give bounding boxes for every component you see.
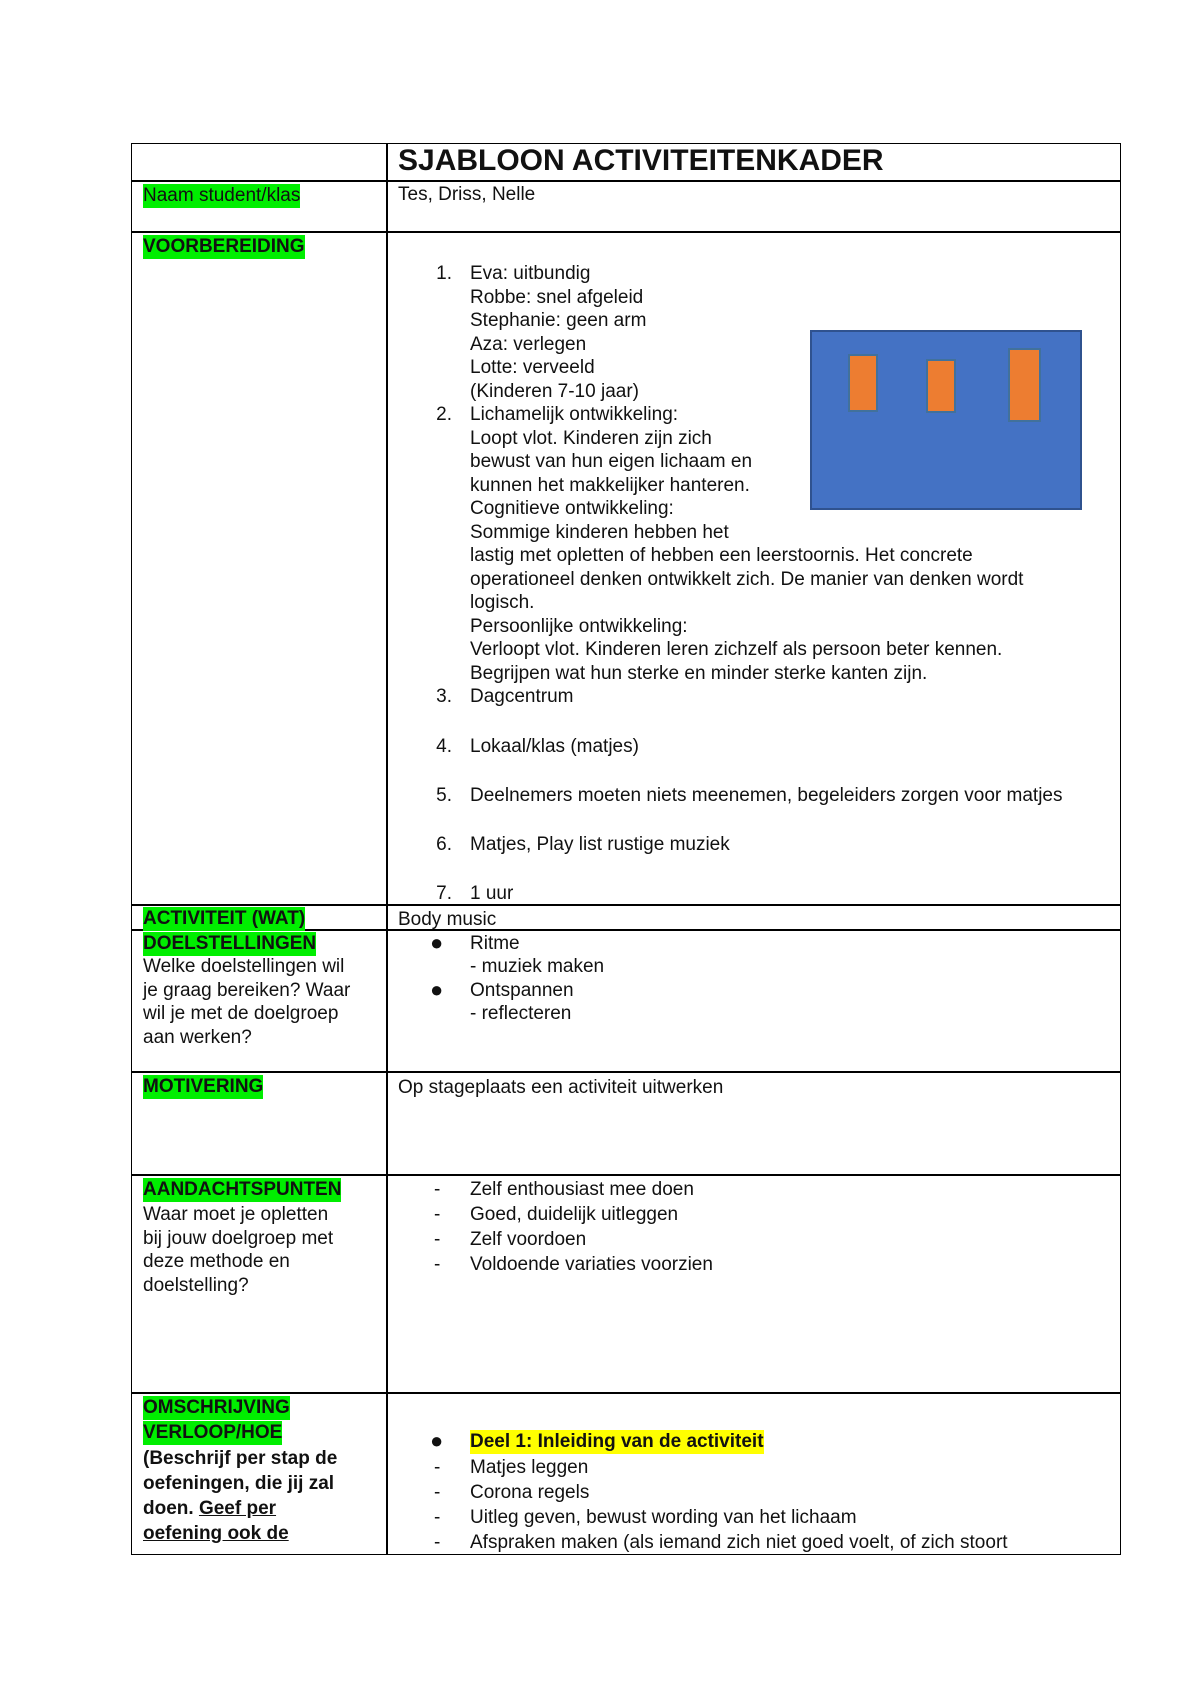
list-item: Matjes, Play list rustige muziek <box>470 834 730 855</box>
bullet-icon: ● <box>430 930 444 955</box>
drawing-block <box>1008 348 1041 422</box>
list-item: Dagcentrum <box>470 686 574 707</box>
row-divider <box>131 1071 1121 1073</box>
page-title: SJABLOON ACTIVITEITENKADER <box>398 144 884 177</box>
column-divider <box>386 143 388 1555</box>
motivering-value: Op stageplaats een activiteit uitwerken <box>398 1077 724 1098</box>
list-item: Voldoende variaties voorzien <box>470 1254 713 1275</box>
list-item: Uitleg geven, bewust wording van het lichaam <box>470 1507 857 1528</box>
list-number: 6. <box>436 834 452 855</box>
omschrijving-label: OMSCHRIJVING <box>143 1397 290 1418</box>
list-item: Afspraken maken (als iemand zich niet goed voelt, of zich stoort <box>470 1532 1008 1553</box>
goal-sub: - muziek maken <box>470 956 605 977</box>
row-divider <box>131 1174 1121 1176</box>
list-item: Lokaal/klas (matjes) <box>470 736 639 757</box>
list-item: Deelnemers moeten niets meenemen, begeleiders zorgen voor matjes <box>470 785 1063 806</box>
drawing-block <box>848 354 878 412</box>
goal-title: Ontspannen <box>470 980 574 1001</box>
list-number: 2. <box>436 404 452 425</box>
list-item: Zelf enthousiast mee doen <box>470 1179 694 1200</box>
naam-value: Tes, Driss, Nelle <box>398 184 536 205</box>
aandachtspunten-label: AANDACHTSPUNTEN <box>143 1179 342 1200</box>
row-divider <box>131 180 1121 182</box>
classroom-drawing <box>810 330 1082 510</box>
activiteit-value: Body music <box>398 909 497 930</box>
row-divider <box>131 231 1121 233</box>
voorbereiding-label: VOORBEREIDING <box>143 236 305 257</box>
row-divider <box>131 1392 1121 1394</box>
omschrijving-desc: doen. Geef per <box>143 1498 277 1519</box>
drawing-block <box>926 359 956 413</box>
list-item: Zelf voordoen <box>470 1229 587 1250</box>
list-number: 7. <box>436 883 452 904</box>
list-number: 1. <box>436 263 452 284</box>
omschrijving-desc: oefeningen, die jij zal <box>143 1473 335 1494</box>
list-item: 1 uur <box>470 883 514 904</box>
doelstellingen-label: DOELSTELLINGEN <box>143 933 317 954</box>
omschrijving-desc: (Beschrijf per stap de <box>143 1448 338 1469</box>
list-item: Corona regels <box>470 1482 590 1503</box>
row-divider <box>131 904 1121 906</box>
list-number: 5. <box>436 785 452 806</box>
omschrijving-desc: oefening ook de <box>143 1523 289 1544</box>
bullet-icon: ● <box>430 1428 444 1453</box>
doelstellingen-question: Welke doelstellingen wil je graag bereiken? Waar wil je met de doelgroep aan werken? <box>143 956 351 1048</box>
goal-title: Ritme <box>470 933 520 954</box>
aandachtspunten-question: Waar moet je opletten bij jouw doelgroep met deze methode en doelstelling? <box>143 1204 334 1296</box>
activiteit-label: ACTIVITEIT (WAT) <box>143 908 306 929</box>
omschrijving-label: VERLOOP/HOE <box>143 1422 283 1443</box>
list-number: 4. <box>436 736 452 757</box>
bullet-icon: ● <box>430 977 444 1002</box>
list-item: Goed, duidelijk uitleggen <box>470 1204 679 1225</box>
list-number: 3. <box>436 686 452 707</box>
deel-heading: Deel 1: Inleiding van de activiteit <box>470 1431 764 1452</box>
list-item: Eva: uitbundig Robbe: snel afgeleid Stephanie: geen arm Aza: verlegen Lotte: verveeld (Kinderen 7-10 jaar) <box>470 263 647 402</box>
list-item: Matjes leggen <box>470 1457 589 1478</box>
naam-label: Naam student/klas <box>143 185 301 206</box>
list-item: Lichamelijk ontwikkeling: Loopt vlot. Kinderen zijn zich bewust van hun eigen lichaam en kunnen het makkelijker hanteren. Cognitieve ontwikkeling: Sommige kinderen hebben het lastig met opletten of hebben een leerstoornis. Het concrete operationeel denken ontwikkelt zich. De manier van denken wordt logisch. Persoonlijke ontwikkeling: Verloopt vlot. Kinderen leren zichzelf als persoon beter kennen. Begrijpen wat hun sterke en minder sterke kanten zijn. <box>470 404 1024 684</box>
motivering-label: MOTIVERING <box>143 1076 264 1097</box>
goal-sub: - reflecteren <box>470 1003 572 1024</box>
